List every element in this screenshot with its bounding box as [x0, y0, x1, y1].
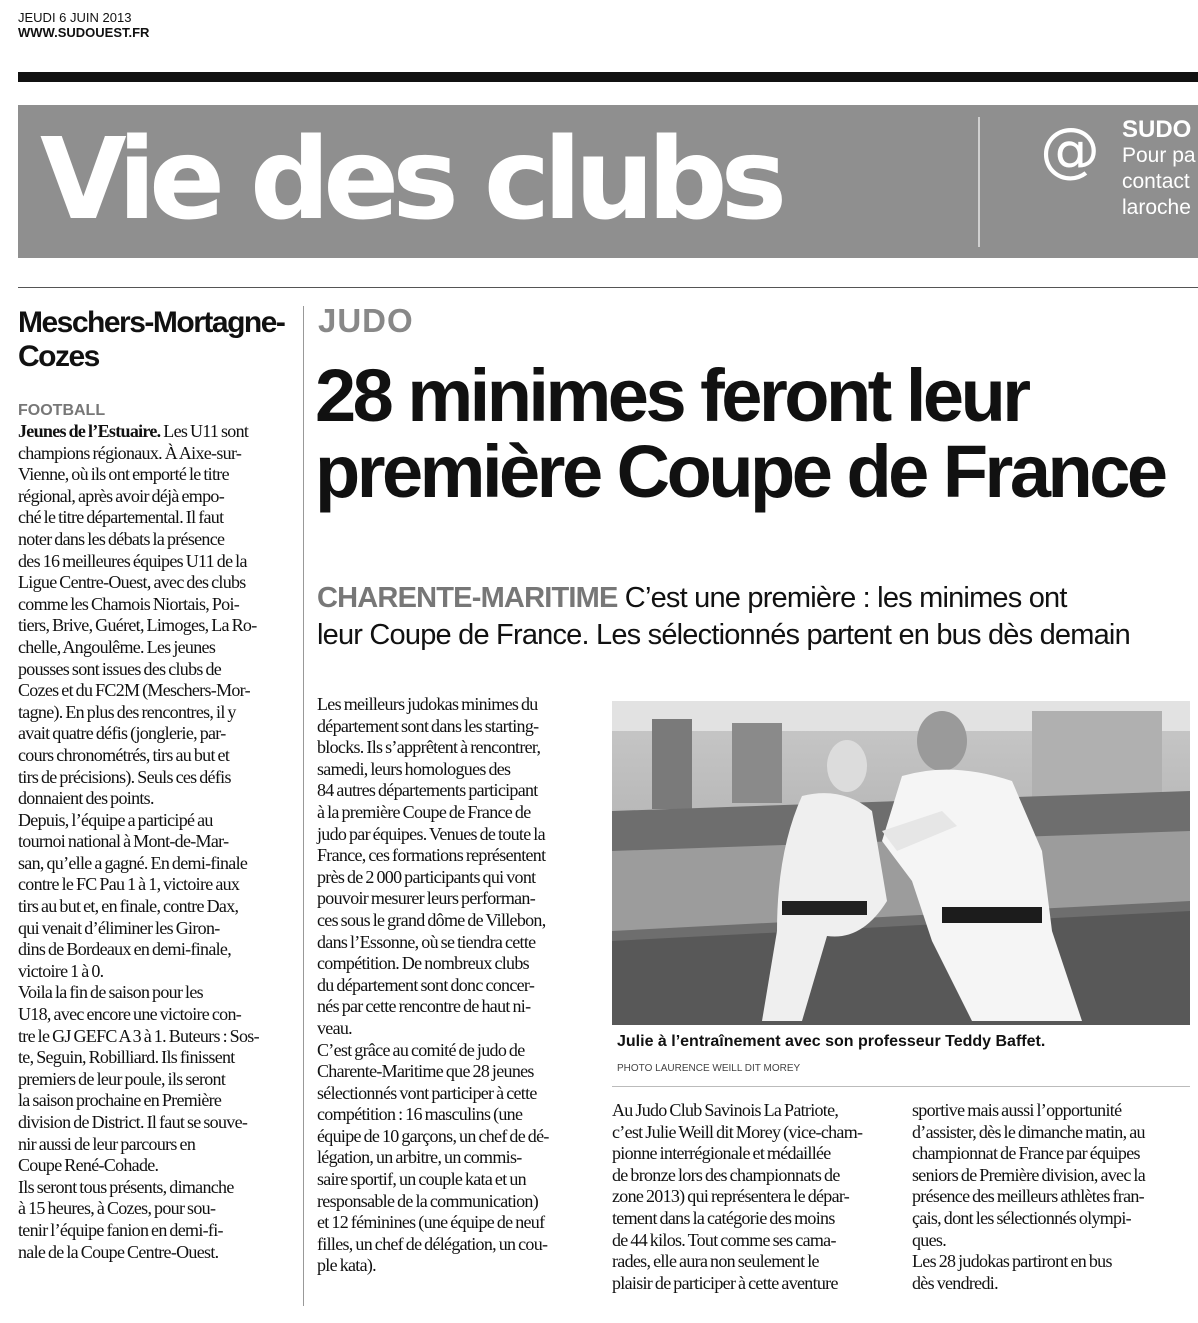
text-line: des 16 meilleures équipes U11 de la — [18, 550, 247, 571]
text-line: championnat de France par équipes — [912, 1143, 1140, 1164]
text-line: tre le GJ GEFC A 3 à 1. Buteurs : Sos- — [18, 1025, 259, 1046]
left-headline-line: Meschers-Mortagne- — [18, 306, 285, 339]
standfirst-label: CHARENTE-MARITIME — [317, 582, 618, 614]
text-fragment: Les U11 sont — [160, 421, 249, 441]
article-column-1 — [317, 694, 592, 1277]
text-line: ple kata). — [317, 1255, 376, 1276]
text-line: rades, elle aura non seulement le — [612, 1251, 819, 1272]
section-banner — [18, 105, 1198, 258]
text-line: compétition. De nombreux clubs — [317, 953, 529, 974]
left-article-rubric: FOOTBALL — [18, 402, 106, 419]
text-line: san, qu’elle a gagné. En demi-finale — [18, 852, 248, 873]
text-line: nir aussi de leur parcours en — [18, 1133, 196, 1154]
text-line: dès vendredi. — [912, 1272, 998, 1293]
text-line: blocks. Ils s’apprêtent à rencontrer, — [317, 737, 541, 758]
text-line: noter dans les débats la présence — [18, 528, 225, 549]
article-kicker: JUDO — [318, 302, 414, 339]
text-line: nale de la Coupe Centre-Ouest. — [18, 1241, 219, 1262]
issue-date: JEUDI 6 JUIN 2013 — [18, 10, 132, 25]
text-line: zone 2013) qui représentera le dépar- — [612, 1186, 850, 1207]
text-line: U18, avec encore une victoire con- — [18, 1004, 242, 1025]
text-line: ques. — [912, 1229, 946, 1250]
text-line: tenir l’équipe fanion en demi-fi- — [18, 1219, 223, 1240]
text-line: saire sportif, un couple kata et un — [317, 1169, 526, 1190]
text-line: Charente-Maritime que 28 jeunes — [317, 1061, 534, 1082]
text-line: nés par cette rencontre de haut ni- — [317, 996, 531, 1017]
article-column-3 — [912, 1100, 1192, 1294]
article-headline — [315, 354, 1165, 513]
left-article-body — [18, 421, 286, 1263]
text-line: de bronze lors des championnats de — [612, 1164, 840, 1185]
text-line: Ils seront tous présents, dimanche — [18, 1176, 234, 1197]
text-line — [18, 421, 286, 443]
text-line: présence des meilleurs athlètes fran- — [912, 1186, 1144, 1207]
text-line: tirs de précisions). Seuls ces défis — [18, 766, 231, 787]
text-line: pionne interrégionale et médaillée — [612, 1143, 831, 1164]
text-line: tirs au but et, en finale, contre Dax, — [18, 896, 239, 917]
contact-line-1: Pour pa — [1122, 144, 1196, 167]
text-line: division de District. Il faut se souve- — [18, 1112, 248, 1132]
text-line: avait quatre défis (jonglerie, par- — [18, 723, 226, 744]
text-line: premiers de leur poule, ils seront — [18, 1068, 226, 1089]
text-line: victoire 1 à 0. — [18, 960, 104, 981]
left-headline-line: Cozes — [18, 340, 99, 373]
text-line: te, Seguin, Robilliard. Ils finissent — [18, 1047, 235, 1068]
standfirst-line: leur Coupe de France. Les sélectionnés partent en bus dès demain — [317, 619, 1130, 651]
top-rule — [18, 72, 1198, 82]
text-line: C’est grâce au comité de judo de — [317, 1039, 525, 1060]
contact-info — [1122, 117, 1196, 221]
text-line: équipe de 10 garçons, un chef de dé- — [317, 1125, 549, 1146]
headline-line: première Coupe de France — [315, 430, 1165, 513]
left-article — [18, 306, 286, 1263]
text-line: samedi, leurs homologues des — [317, 758, 511, 779]
text-line: d’assister, dès le dimanche matin, au — [912, 1121, 1145, 1142]
text-line: sélectionnés vont participer à cette — [317, 1082, 537, 1103]
text-line: responsable de la communication) — [317, 1190, 539, 1211]
text-line: Depuis, l’équipe a participé au — [18, 809, 213, 830]
text-line: pousses sont issues des clubs de — [18, 658, 222, 679]
text-line: Ligue Centre-Ouest, avec des clubs — [18, 572, 246, 593]
text-line: à 15 heures, à Cozes, pour sou- — [18, 1198, 216, 1219]
text-line: champions régionaux. À Aixe-sur- — [18, 442, 242, 463]
caption-rule — [612, 1086, 1190, 1087]
contact-line-3: laroche — [1122, 196, 1191, 219]
text-line: comme les Chamois Niortais, Poi- — [18, 593, 240, 614]
column-divider — [303, 306, 304, 1306]
text-line: judo par équipes. Venues de toute la — [317, 823, 545, 844]
text-line: et 12 féminines (une équipe de neuf — [317, 1212, 545, 1233]
text-line: légation, un arbitre, un commis- — [317, 1147, 522, 1168]
text-line: filles, un chef de délégation, un cou- — [317, 1233, 548, 1254]
text-line: Cozes et du FC2M (Meschers-Mor- — [18, 680, 250, 701]
contact-line-0: SUDO — [1122, 116, 1192, 143]
contact-line-2: contact — [1122, 170, 1190, 193]
text-line: tagne). En plus des rencontres, il y — [18, 701, 236, 722]
text-line: Les meilleurs judokas minimes du — [317, 694, 538, 714]
text-line: seniors de Première division, avec la — [912, 1164, 1146, 1185]
text-line: c’est Julie Weill dit Morey (vice-cham- — [612, 1121, 863, 1142]
text-line: Coupe René-Cohade. — [18, 1155, 159, 1176]
text-line: sportive mais aussi l’opportunité — [912, 1100, 1122, 1120]
site-url[interactable]: WWW.SUDOUEST.FR — [18, 25, 150, 40]
article-photo — [612, 701, 1190, 1025]
text-line: tournoi national à Mont-de-Mar- — [18, 831, 229, 852]
text-line: dins de Bordeaux en demi-finale, — [18, 939, 232, 960]
text-line: Les 28 judokas partiront en bus — [912, 1251, 1112, 1272]
text-line: dans l’Essonne, où se tiendra cette — [317, 931, 536, 952]
text-line: qui venait d’éliminer les Giron- — [18, 917, 220, 938]
text-line: çais, dont les sélectionnés olympi- — [912, 1207, 1131, 1228]
article-standfirst — [317, 580, 1130, 654]
text-line: département sont dans les starting- — [317, 715, 539, 736]
text-line: contre le FC Pau 1 à 1, victoire aux — [18, 874, 240, 895]
text-line: veau. — [317, 1017, 352, 1038]
lead-in: Jeunes de l’Estuaire. — [18, 421, 161, 441]
text-line: 84 autres départements participant — [317, 780, 538, 801]
text-line: plaisir de participer à cette aventure — [612, 1272, 838, 1293]
section-rule — [18, 287, 1198, 288]
banner-divider — [978, 117, 980, 247]
page-meta — [18, 10, 149, 40]
text-line: Vienne, où ils ont emporté le titre — [18, 464, 229, 485]
text-line: Au Judo Club Savinois La Patriote, — [612, 1100, 839, 1120]
text-line: ché le titre départemental. Il faut — [18, 507, 224, 528]
text-line: Voila la fin de saison pour les — [18, 982, 203, 1003]
standfirst-text: C’est une première : les minimes ont — [617, 582, 1067, 614]
text-line: France, ces formations représentent — [317, 845, 546, 866]
text-line: ces sous le grand dôme de Villebon, — [317, 909, 546, 930]
photo-caption: Julie à l’entraînement avec son professeur Teddy Baffet. — [617, 1033, 1046, 1050]
text-line: de 44 kilos. Tout comme ses cama- — [612, 1229, 836, 1250]
text-line: pouvoir mesurer leurs performan- — [317, 888, 536, 909]
text-line: compétition : 16 masculins (une — [317, 1104, 523, 1125]
text-line: à la première Coupe de France de — [317, 801, 531, 822]
text-line: donnaient des points. — [18, 788, 154, 809]
text-line: régional, après avoir déjà empo- — [18, 485, 225, 506]
headline-line: 28 minimes feront leur — [315, 354, 1028, 437]
text-line: tiers, Brive, Guéret, Limoges, La Ro- — [18, 615, 257, 636]
text-line: près de 2 000 participants qui vont — [317, 866, 536, 887]
article-column-2 — [612, 1100, 892, 1294]
standfirst-line — [317, 580, 1130, 617]
text-line: tement dans la catégorie des moins — [612, 1207, 835, 1228]
text-line: la saison prochaine en Première — [18, 1090, 222, 1111]
section-title: Vie des clubs — [40, 115, 781, 245]
text-line: cours chronométrés, tirs au but et — [18, 744, 230, 765]
at-icon: @ — [1040, 115, 1100, 185]
left-article-headline — [18, 306, 286, 374]
text-line: du département sont donc concer- — [317, 974, 535, 995]
photo-credit: PHOTO LAURENCE WEILL DIT MOREY — [617, 1063, 801, 1074]
text-line: chelle, Angoulême. Les jeunes — [18, 636, 216, 657]
